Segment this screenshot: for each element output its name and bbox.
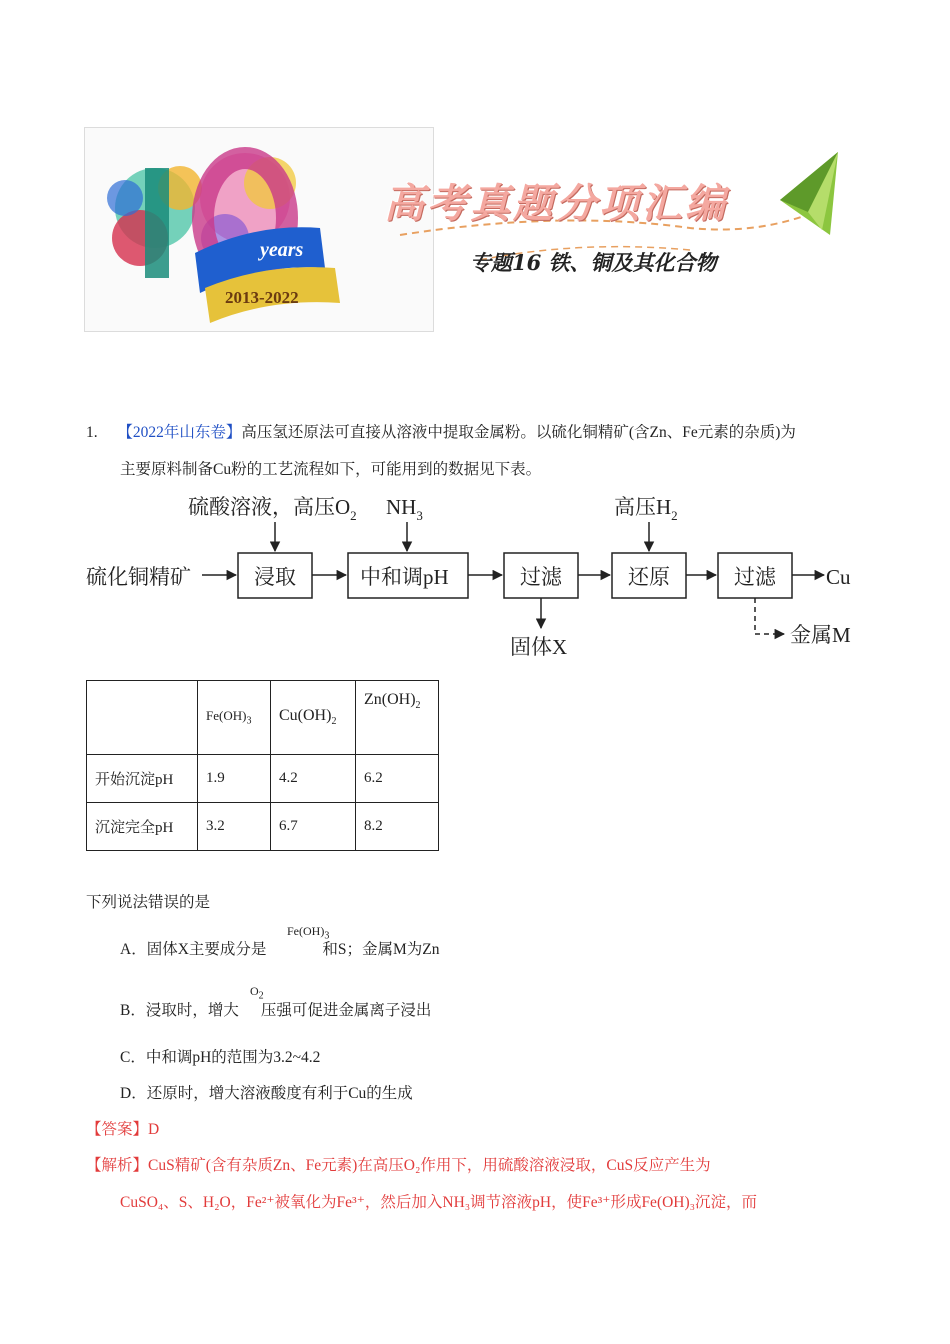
table-row-label: 沉淀完全pH [87, 803, 198, 851]
answer-value: D [148, 1121, 160, 1138]
table-row [87, 803, 439, 851]
option-c: C．中和调pH的范围为3.2~4.2 [120, 1049, 321, 1066]
output-metal-m: 金属M [790, 623, 851, 647]
years-text: years [260, 239, 304, 261]
box-filter-1-label: 过滤 [520, 565, 562, 589]
option-b-tail: 压强可促进金属离子浸出 [260, 1002, 432, 1019]
reagent-acid-oxygen: 硫酸溶液，高压$O_2$ [188, 495, 357, 523]
table-header-row [87, 681, 439, 755]
banner-title: 高考真题分项汇编 [384, 180, 728, 227]
answer-line [86, 1117, 159, 1139]
output-solid-x: 固体X [510, 635, 568, 659]
box-leach-label: 浸取 [254, 565, 296, 589]
analysis-text-2: CuSO₄、S、H₂O，Fe²⁺被氧化为Fe³⁺，然后加入NH₃调节溶液pH，使Fe³⁺形成Fe(OH)₃沉淀，而 [120, 1194, 758, 1211]
option-a-formula: $Fe(OH)_3$ [287, 924, 330, 942]
table-cell: 8.2 [356, 803, 439, 851]
table-row-label: 开始沉淀pH [87, 755, 198, 803]
table-header-cell: $Fe(OH)_3$ [198, 681, 271, 755]
process-flow-diagram [84, 492, 864, 664]
question-line-1 [86, 423, 796, 443]
box-filter-2-label: 过滤 [734, 565, 776, 589]
option-a-text: A．固体X主要成分是 [120, 941, 267, 958]
table-header-cell: $Zn(OH)_2$ [356, 681, 439, 755]
box-neutralize-label: 中和调pH [360, 565, 449, 589]
table-cell: 1.9 [198, 755, 271, 803]
option-b-text: B．浸取时，增大 [120, 1002, 239, 1019]
analysis-label: 【解析】 [86, 1157, 149, 1174]
table-row [87, 755, 439, 803]
table-cell: 6.7 [271, 803, 356, 851]
table-cell: 4.2 [271, 755, 356, 803]
start-material: 硫化铜精矿 [86, 565, 191, 589]
product-copper: Cu [826, 565, 851, 589]
question-stem-2: 主要原料制备Cu粉的工艺流程如下，可能用到的数据见下表。 [120, 461, 542, 478]
question-source: 【2022年山东卷】 [117, 424, 242, 441]
table-cell: 3.2 [198, 803, 271, 851]
analysis-text-1: CuS精矿(含有杂质Zn、Fe元素)在高压O₂作用下，用硫酸溶液浸取，CuS反应产生为 [148, 1157, 711, 1174]
reagent-ammonia: $NH_3$ [386, 495, 423, 523]
option-b [120, 998, 431, 1020]
year-range-text: 2013-2022 [225, 288, 299, 307]
question-stem-1: 高压氢还原法可直接从溶液中提取金属粉。以硫化铜精矿(含Zn、Fe元素的杂质)为 [241, 424, 796, 441]
analysis-line-1 [86, 1153, 711, 1175]
option-a-tail: 和S；金属M为Zn [322, 941, 440, 958]
question-number: 1. [86, 424, 98, 441]
reagent-hydrogen: 高压$H_2$ [614, 495, 678, 523]
option-b-formula: $O_2$ [250, 984, 264, 1002]
table-cell: 6.2 [356, 755, 439, 803]
answer-label: 【答案】 [86, 1121, 149, 1138]
table-header-cell: $Cu(OH)_2$ [271, 681, 356, 755]
option-a [120, 937, 440, 959]
option-d: D．还原时，增大溶液酸度有利于Cu的生成 [120, 1085, 413, 1102]
box-reduce-label: 还原 [628, 565, 670, 589]
banner-subtitle: 专题16 铁、铜及其化合物 [470, 250, 717, 275]
question-prompt: 下列说法错误的是 [86, 894, 211, 911]
hydroxide-ph-table [86, 680, 439, 851]
table-corner-cell [87, 681, 198, 755]
